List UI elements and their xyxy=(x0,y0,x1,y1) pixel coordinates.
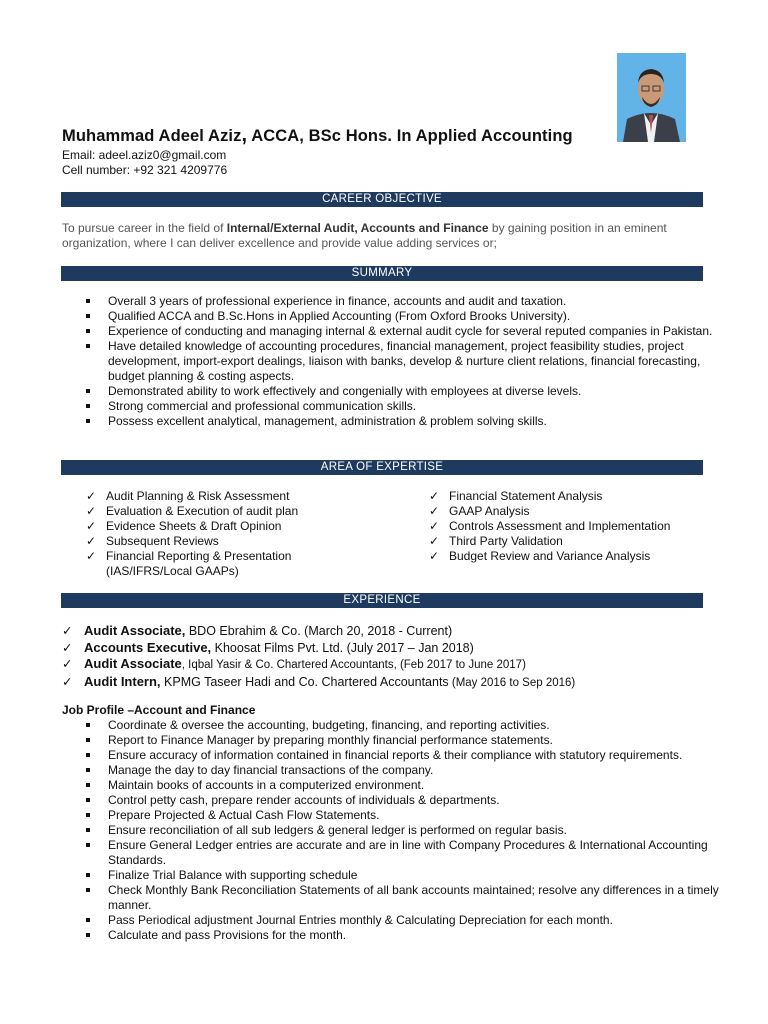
list-item xyxy=(425,504,715,519)
check-icon: ✓ xyxy=(429,549,440,563)
expertise-label: Financial Statement Analysis xyxy=(449,489,603,503)
check-icon: ✓ xyxy=(429,504,440,518)
list-item: Coordinate & oversee the accounting, budgeting, financing, and reporting activities. xyxy=(62,718,722,733)
position-detail: , Iqbal Yasir & Co. Chartered Accountants, (Feb 2017 to June 2017) xyxy=(181,659,526,671)
email-line: Email: adeel.aziz0@gmail.com xyxy=(62,148,227,162)
credentials-text: ACCA, BSc Hons. In Applied Accounting xyxy=(251,127,573,145)
check-icon: ✓ xyxy=(86,519,97,533)
expertise-label: Evaluation & Execution of audit plan xyxy=(106,504,299,518)
experience-item xyxy=(62,640,575,657)
objective-bold: Internal/External Audit, Accounts and Finance xyxy=(226,221,489,235)
position-title: Audit Intern, xyxy=(84,673,161,689)
check-icon: ✓ xyxy=(86,489,97,503)
list-item xyxy=(82,489,327,504)
expertise-label: GAAP Analysis xyxy=(449,504,530,518)
check-icon: ✓ xyxy=(62,640,73,655)
expertise-label: Budget Review and Variance Analysis xyxy=(449,549,651,563)
check-icon: ✓ xyxy=(62,657,73,671)
job-profile-list xyxy=(62,718,722,943)
expertise-label: Third Party Validation xyxy=(449,534,563,548)
cell-line: Cell number: +92 321 4209776 xyxy=(62,163,228,177)
expertise-label: Subsequent Reviews xyxy=(106,534,219,548)
list-item xyxy=(82,549,327,579)
objective-post: by gaining position in an eminent organization, where I can deliver excellence and provide value adding services or; xyxy=(62,221,667,250)
list-item: Overall 3 years of professional experience in finance, accounts and audit and taxation. xyxy=(62,294,722,309)
expertise-label: Financial Reporting & Presentation (IAS/IFRS/Local GAAPs) xyxy=(106,549,292,578)
job-profile-title: Job Profile –Account and Finance xyxy=(62,703,256,717)
list-item: Manage the day to day financial transactions of the company. xyxy=(62,763,722,778)
check-icon: ✓ xyxy=(62,624,73,638)
list-item: Control petty cash, prepare render accounts of individuals & departments. xyxy=(62,793,722,808)
list-item: Have detailed knowledge of accounting procedures, financial management, project feasibility studies, project development, import-export dealings, liaison with banks, develop & nurture client relations, financial forecasting, budget planning & costing aspects. xyxy=(62,339,722,384)
position-title: Accounts Executive, xyxy=(84,639,212,655)
area-of-expertise-heading: AREA OF EXPERTISE xyxy=(61,460,703,475)
list-item: Ensure reconciliation of all sub ledgers & general ledger is performed on regular basis. xyxy=(62,823,722,838)
check-icon: ✓ xyxy=(62,674,73,689)
summary-list xyxy=(62,294,722,429)
list-item: Strong commercial and professional communication skills. xyxy=(62,399,722,414)
summary-heading: SUMMARY xyxy=(61,266,703,281)
list-item: Prepare Projected & Actual Cash Flow Statements. xyxy=(62,808,722,823)
list-item xyxy=(425,549,715,564)
list-item: Experience of conducting and managing internal & external audit cycle for several reputed companies in Pakistan. xyxy=(62,324,722,339)
list-item: Check Monthly Bank Reconciliation Statements of all bank accounts maintained; resolve any differences in a timely manner. xyxy=(62,883,722,913)
candidate-name xyxy=(62,124,573,147)
career-objective-text xyxy=(62,221,704,251)
check-icon: ✓ xyxy=(429,534,440,548)
name-separator: , xyxy=(241,124,248,146)
list-item xyxy=(82,504,327,519)
list-item xyxy=(425,489,715,504)
position-title: Audit Associate xyxy=(84,656,182,671)
list-item: Calculate and pass Provisions for the month. xyxy=(62,928,722,943)
list-item xyxy=(425,519,715,534)
experience-item xyxy=(62,674,575,692)
check-icon: ✓ xyxy=(86,549,97,563)
list-item xyxy=(82,534,327,549)
check-icon: ✓ xyxy=(86,504,97,518)
list-item: Demonstrated ability to work effectively and congenially with employees at diverse levels. xyxy=(62,384,722,399)
list-item: Qualified ACCA and B.Sc.Hons in Applied Accounting (From Oxford Brooks University). xyxy=(62,309,722,324)
name-text: Muhammad Adeel Aziz xyxy=(62,127,242,145)
expertise-label: Controls Assessment and Implementation xyxy=(449,519,671,533)
check-icon: ✓ xyxy=(429,519,440,533)
experience-list xyxy=(62,623,575,691)
position-dates: (May 2016 to Sep 2016) xyxy=(448,676,576,689)
profile-photo xyxy=(617,53,686,142)
expertise-label: Audit Planning & Risk Assessment xyxy=(106,489,290,503)
list-item: Pass Periodical adjustment Journal Entries monthly & Calculating Depreciation for each month. xyxy=(62,913,722,928)
list-item: Finalize Trial Balance with supporting schedule xyxy=(62,868,722,883)
experience-heading: EXPERIENCE xyxy=(61,593,703,608)
position-detail: KPMG Taseer Hadi and Co. Chartered Accountants xyxy=(160,674,449,689)
list-item: Ensure General Ledger entries are accurate and are in line with Company Procedures & International Accounting Standards. xyxy=(62,838,722,868)
check-icon: ✓ xyxy=(429,489,440,503)
list-item: Maintain books of accounts in a computerized environment. xyxy=(62,778,722,793)
contact-info xyxy=(62,148,227,178)
career-objective-heading: CAREER OBJECTIVE xyxy=(61,192,703,207)
check-icon: ✓ xyxy=(86,534,97,548)
position-detail: BDO Ebrahim & Co. (March 20, 2018 - Current) xyxy=(185,624,453,638)
expertise-left-list xyxy=(82,489,327,579)
expertise-right-list xyxy=(425,489,715,564)
position-title: Audit Associate, xyxy=(84,623,186,638)
list-item: Ensure accuracy of information contained in financial reports & their compliance with statutory requirements. xyxy=(62,748,722,763)
expertise-label: Evidence Sheets & Draft Opinion xyxy=(106,519,282,533)
list-item xyxy=(425,534,715,549)
list-item xyxy=(82,519,327,534)
list-item: Possess excellent analytical, management, administration & problem solving skills. xyxy=(62,414,722,429)
position-detail: Khoosat Films Pvt. Ltd. (July 2017 – Jan 2018) xyxy=(211,640,474,655)
objective-pre: To pursue career in the field of xyxy=(62,221,227,235)
experience-item xyxy=(62,656,575,674)
list-item: Report to Finance Manager by preparing monthly financial performance statements. xyxy=(62,733,722,748)
experience-item xyxy=(62,623,575,640)
